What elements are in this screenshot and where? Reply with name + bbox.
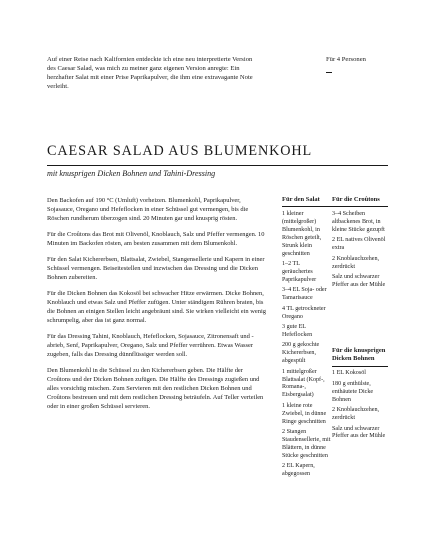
ingredient-item [332,274,388,290]
method-step: Für den Salat Kichererbsen, Blattsalat, Zwiebel, Stangensellerie und Kapern in einer Schüssel vermengen. Beiseitestellen und inzwischen das Dressing und die Dicken Bohnen zubereiten. [47,255,265,282]
ingredient-item [332,237,388,253]
ingredient-item [332,256,388,272]
recipe-title: CAESAR SALAD AUS BLUMENKOHL [47,143,313,159]
ingredient-text: 2 EL natives Olivenöl extra [332,237,386,252]
crouton-ingredients [332,196,388,292]
ingredient-text: Salz und schwarzer Pfeffer aus der Mühle [332,273,386,288]
method-step: Für die Croûtons das Brot mit Olivenöl, Knoblauch, Salz und Pfeffer vermengen. 10 Minuten im Backofen rösten, am besten zusammen mit dem Blumenkohl. [47,230,265,248]
ingredient-text: Salz und schwarzer Pfeffer aus der Mühle [332,425,386,440]
beans-ingredients [332,347,388,444]
recipe-subtitle: mit knusprigen Dicken Bohnen und Tahini-Dressing [47,169,216,178]
method-step: Den Backofen auf 190 °C (Umluft) vorheizen. Blumenkohl, Paprikapulver, Sojasauce, Oregano und Hefeflocken in einer Schüssel gut vermengen, bis die Röschen rundherum überzogen sind. 20 Minuten gar und knusprig rösten. [47,197,249,223]
ingredient-item [282,342,332,366]
salad-heading: Für den Salat [282,196,320,203]
ingredient-item [332,426,388,442]
ingredient-item [332,407,388,423]
ingredient-item [282,429,332,461]
ingredient-item [282,403,332,427]
ingredient-item [332,211,388,235]
ingredient-text: 1–2 TL geräuchertes Paprikapulver [282,261,317,283]
ingredient-text: 4 TL getrockneter Oregano [282,305,326,320]
ingredient-item [332,370,388,378]
salad-rule [282,206,332,207]
ingredient-item [282,261,332,285]
ingredient-item [282,369,332,401]
ingredient-text: 1 kleiner (mittelgroßer) Blumenkohl, in Röschen geteilt, Strunk klein geschnitten [282,211,322,257]
ingredient-item [282,306,332,322]
method-step: Für das Dressing Tahini, Knoblauch, Hefeflocken, Sojasauce, Zitronensaft und -abrieb, Senf, Paprikapulver, Oregano, Salz und Pfeffer verrühren. Etwas Wasser zugeben, falls das Dressing dünnflüssiger werden soll. [47,332,254,359]
ingredient-item [282,463,332,479]
ingredient-text: 3–4 EL Soja- oder Tamarisauce [282,287,327,302]
croutons-rule [332,206,388,207]
ingredient-item [282,324,332,340]
ingredient-text: 1 kleine rote Zwiebel, in dünne Ringe geschnitten [282,402,327,425]
ingredient-text: 180 g enthülste, enthäutete Dicke Bohnen [332,380,374,403]
ingredient-text: 2 EL Kapern, abgegossen [282,463,315,478]
method-steps [47,196,267,418]
ingredient-item [282,287,332,303]
portions-label: Für 4 Personen [326,56,366,63]
intro-text: Auf einer Reise nach Kalifornien entdeckte ich eine neu interpretierte Version des Caesar Salad, was mich zu meiner ganz eigenen Version anregte: Ein herzhafter Salat mit einer Prise Paprikapulver, die ihm eine extravagante Note verleiht. [47,56,253,90]
salad-ingredients [282,196,332,482]
ingredient-text: 3–4 Scheiben altbackenes Brot, in kleine Stücke gezupft [332,211,385,233]
ingredient-text: 1 EL Kokosöl [332,370,366,377]
ingredient-text: 2 Stangen Staudensellerie, mit Blättern, in dünne Stücke geschnitten [282,429,331,459]
ingredient-text: 1 mittelgroßer Blattsalat (Kopf-, Romana-, Eisbergsalat) [282,368,325,399]
portions-rule [326,72,332,73]
beans-rule [332,366,388,367]
ingredient-text: 2 Knoblauchzehen, zerdrückt [332,255,380,270]
method-step: Den Blumenkohl in die Schüssel zu den Kichererbsen geben. Die Hälfte der Croûtons und der Dicken Bohnen zufügen. Die Hälfte des Dressings zugießen und alles vorsichtig mischen. Zum Servieren mit den restlichen Dicken Bohnen und Croûtons bestreuen und mit dem restlichen Dressing beträufeln. Auf Teller verteilen oder in einer großen Schüssel servieren. [47,366,264,411]
title-rule [47,165,388,166]
beans-heading: Für die knusprigen Dicken Bohnen [332,347,386,363]
ingredient-text: 2 Knoblauchzehen, zerdrückt [332,407,380,422]
ingredient-text: 200 g gekochte Kichererbsen, abgespült [282,342,320,365]
ingredient-item [332,381,388,405]
method-step: Für die Dicken Bohnen das Kokosöl bei schwacher Hitze erwärmen. Dicke Bohnen, Knoblauch und etwas Salz und Pfeffer zufügen. Unter ständigem Rühren braten, bis die Bohnen an einigen Stellen leicht angebräunt sind. Sie wirken vielleicht ein wenig schrumpelig, aber das ist ganz normal. [47,289,266,325]
ingredient-item [282,211,332,259]
ingredient-text: 3 gute EL Hefeflocken [282,324,313,338]
croutons-heading: Für die Croûtons [332,196,380,203]
